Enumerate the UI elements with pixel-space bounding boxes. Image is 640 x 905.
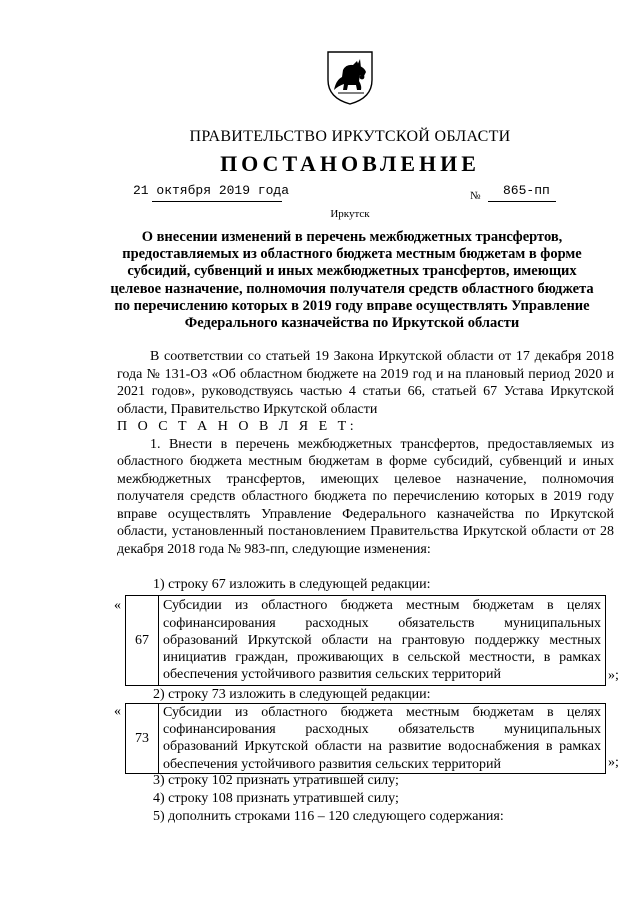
resolves-heading: П О С Т А Н О В Л Я Е Т:: [117, 419, 358, 434]
document-date: 21 октября 2019 года: [133, 183, 290, 198]
subitem-2: 2) строку 73 изложить в следующей редакции:: [153, 687, 431, 702]
document-body: [117, 348, 614, 558]
government-name: ПРАВИТЕЛЬСТВО ИРКУТСКОЙ ОБЛАСТИ: [189, 128, 511, 145]
item-1: 1. Внести в перечень межбюджетных трансфертов, предоставляемых из областного бюджета местным бюджетам в форме субсидий, субвенций и иных межбюджетных трансфертов, имеющих целевое назначение, полномочия получателя средств областного бюджета по перечислению которых в 2019 году вправе осуществлять Управление Федерального казначейства по Иркутской области, установленный постановлением Правительства Иркутской области от 28 декабря 2018 года № 983-пп, следующие изменения:: [117, 436, 614, 557]
row-67-text: Субсидии из областного бюджета местным бюджетам в целях софинансирования расходных обязательств муниципальных образований Иркутской области на грантовую поддержку местных инициатив граждан, проживающих в сельской местности, в рамках обеспечения устойчивого развития сельских территорий: [159, 596, 606, 686]
subitem-4: 4) строку 108 признать утратившей силу;: [153, 791, 399, 806]
subitem-5: 5) дополнить строками 116 – 120 следующего содержания:: [153, 809, 504, 824]
document-title: О внесении изменений в перечень межбюджетных трансфертов, предоставляемых из областного бюджета местным бюджетам в форме субсидий, субвенций и иных межбюджетных трансфертов, имеющих целевое назначение, полномочия получателя средств областного бюджета по перечислению которых в 2019 году вправе осуществлять Управление Федерального казначейства по Иркутской области: [110, 229, 594, 332]
city: Иркутск: [330, 208, 370, 220]
close-quote-73: »;: [608, 755, 619, 770]
number-sign: №: [470, 190, 481, 202]
preamble: В соответствии со статьей 19 Закона Иркутской области от 17 декабря 2018 года № 131-ОЗ «Об областном бюджете на 2019 год и на плановый период 2020 и 2021 годов», руководствуясь частью 4 статьи 66, статьей 67 Устава Иркутской области, Правительство Иркутской области: [117, 349, 614, 417]
open-quote-67: «: [114, 598, 121, 613]
date-underline: [152, 201, 282, 202]
row-67-number: 67: [126, 596, 159, 686]
document-number: 865-пп: [503, 183, 550, 198]
document-type: ПОСТАНОВЛЕНИЕ: [220, 151, 480, 176]
coat-of-arms-icon: [326, 50, 374, 106]
number-underline: [488, 201, 556, 202]
table-row-67: [125, 595, 606, 686]
row-73-number: 73: [126, 704, 159, 774]
open-quote-73: «: [114, 704, 121, 719]
close-quote-67: »;: [608, 668, 619, 683]
table-row-73: [125, 703, 606, 774]
row-73-text: Субсидии из областного бюджета местным бюджетам в целях софинансирования расходных обязательств муниципальных образований Иркутской области на развитие водоснабжения в рамках обеспечения устойчивого развития сельских территорий: [159, 704, 606, 774]
subitem-1: 1) строку 67 изложить в следующей редакции:: [153, 577, 431, 592]
subitem-3: 3) строку 102 признать утратившей силу;: [153, 773, 399, 788]
